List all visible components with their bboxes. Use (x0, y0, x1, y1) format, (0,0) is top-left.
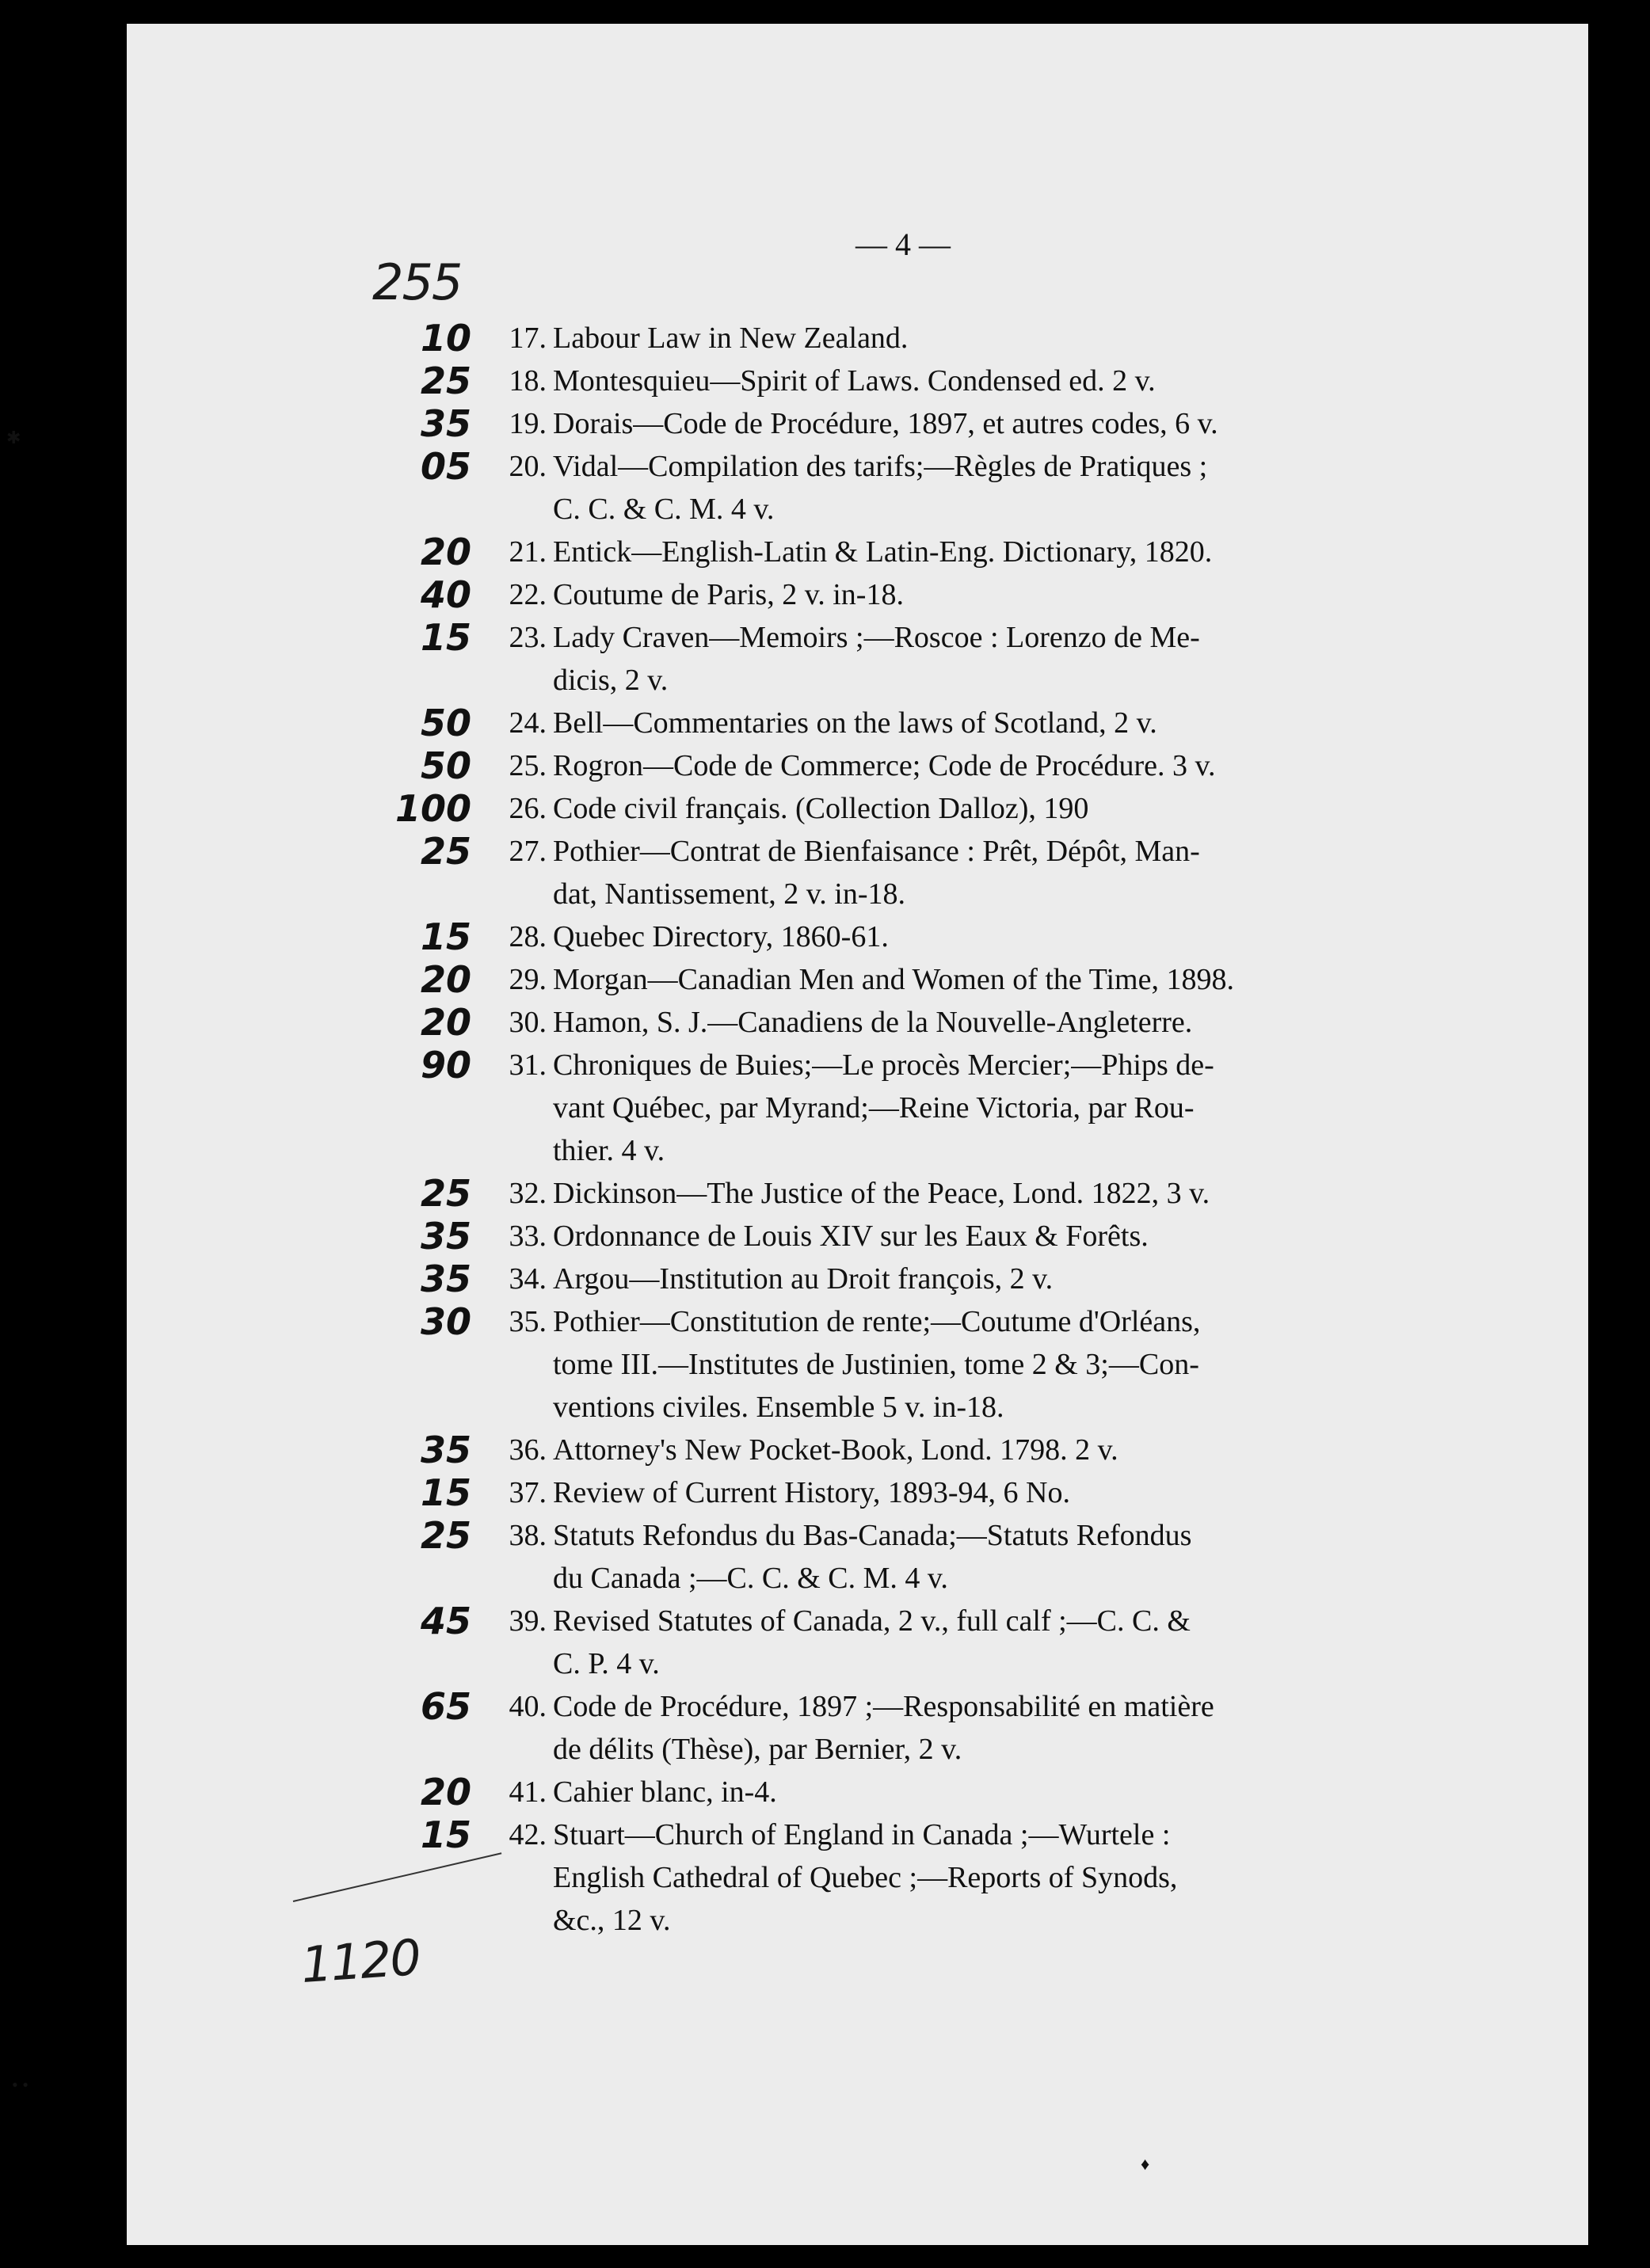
entry-number: 25. (509, 749, 547, 782)
entry-number: 17. (509, 322, 547, 355)
entry-text-continuation: dat, Nantissement, 2 v. in-18. (553, 877, 906, 911)
entry-text-continuation: vant Québec, par Myrand;—Reine Victoria, par Rou- (553, 1091, 1195, 1124)
entry-text-continuation: du Canada ;—C. C. & C. M. 4 v. (553, 1562, 948, 1595)
entry-text: Ordonnance de Louis XIV sur les Eaux & Forêts. (553, 1220, 1149, 1253)
entry-text-continuation: C. P. 4 v. (553, 1647, 660, 1680)
entry-number: 39. (509, 1604, 547, 1638)
entry-number: 28. (509, 920, 547, 953)
entry-number: 29. (509, 963, 547, 996)
entry-number: 20. (509, 450, 547, 483)
entry-number: 23. (509, 621, 547, 654)
handwritten-price: 35 (420, 1215, 471, 1258)
handwritten-price: 25 (420, 1172, 471, 1215)
handwritten-price: 20 (420, 531, 471, 573)
entry-text: Entick—English-Latin & Latin-Eng. Dictionary, 1820. (553, 535, 1213, 569)
entry-text: Chroniques de Buies;—Le procès Mercier;—Phips de- (553, 1048, 1214, 1082)
handwritten-price: 25 (420, 1514, 471, 1557)
handwritten-price: 35 (420, 402, 471, 445)
edge-speck: ♦ (1141, 2154, 1150, 2174)
entry-number: 19. (509, 407, 547, 440)
entry-text: Stuart—Church of England in Canada ;—Wurtele : (553, 1818, 1171, 1851)
entry-text: Quebec Directory, 1860-61. (553, 920, 889, 953)
entry-text: Review of Current History, 1893-94, 6 No. (553, 1476, 1070, 1509)
handwritten-price: 35 (420, 1429, 471, 1471)
entry-number: 34. (509, 1262, 547, 1296)
handwritten-price: 40 (420, 573, 471, 616)
entry-text-continuation: de délits (Thèse), par Bernier, 2 v. (553, 1733, 962, 1766)
entry-number: 40. (509, 1690, 547, 1723)
entry-text: Argou—Institution au Droit françois, 2 v. (553, 1262, 1054, 1296)
entry-text-continuation: &c., 12 v. (553, 1904, 671, 1937)
handwritten-price: 100 (394, 787, 471, 830)
handwritten-price: 20 (420, 1771, 471, 1813)
entry-text: Dickinson—The Justice of the Peace, Lond. 1822, 3 v. (553, 1177, 1210, 1210)
entry-number: 32. (509, 1177, 547, 1210)
entry-number: 33. (509, 1220, 547, 1253)
edge-speck: ✱ (6, 428, 21, 447)
handwritten-price: 45 (420, 1600, 471, 1642)
entry-number: 21. (509, 535, 547, 569)
handwritten-price: 05 (420, 445, 471, 488)
entry-number: 35. (509, 1305, 547, 1338)
entry-text: Pothier—Contrat de Bienfaisance : Prêt, Dépôt, Man- (553, 835, 1200, 868)
handwritten-price: 65 (420, 1685, 471, 1728)
handwritten-price: 15 (420, 1471, 471, 1514)
entry-text-continuation: thier. 4 v. (553, 1134, 665, 1167)
entry-number: 18. (509, 364, 547, 398)
entry-text: Hamon, S. J.—Canadiens de la Nouvelle-Angleterre. (553, 1006, 1193, 1039)
handwritten-running-total: 255 (372, 253, 462, 311)
entry-number: 24. (509, 706, 547, 740)
entry-text: Bell—Commentaries on the laws of Scotland, 2 v. (553, 706, 1157, 740)
entry-number: 41. (509, 1775, 547, 1809)
entry-text: Statuts Refondus du Bas-Canada;—Statuts Refondus (553, 1519, 1192, 1552)
entry-text: Dorais—Code de Procédure, 1897, et autres codes, 6 v. (553, 407, 1218, 440)
entry-text: Vidal—Compilation des tarifs;—Règles de Pratiques ; (553, 450, 1208, 483)
entry-text: Pothier—Constitution de rente;—Coutume d'Orléans, (553, 1305, 1201, 1338)
entry-text: Morgan—Canadian Men and Women of the Time, 1898. (553, 963, 1234, 996)
handwritten-price: 50 (420, 744, 471, 787)
entry-number: 38. (509, 1519, 547, 1552)
entry-text: Rogron—Code de Commerce; Code de Procédure. 3 v. (553, 749, 1216, 782)
handwritten-price: 15 (420, 915, 471, 958)
entry-number: 27. (509, 835, 547, 868)
entry-number: 36. (509, 1433, 547, 1467)
entry-text: Labour Law in New Zealand. (553, 322, 909, 355)
handwritten-price: 90 (420, 1044, 471, 1086)
entry-number: 31. (509, 1048, 547, 1082)
entry-text: Attorney's New Pocket-Book, Lond. 1798. 2 v. (553, 1433, 1118, 1467)
entry-text: Revised Statutes of Canada, 2 v., full calf ;—C. C. & (553, 1604, 1191, 1638)
entry-text: Cahier blanc, in-4. (553, 1775, 777, 1809)
entry-text-continuation: tome III.—Institutes de Justinien, tome 2 & 3;—Con- (553, 1348, 1199, 1381)
handwritten-price: 25 (420, 360, 471, 402)
entry-number: 22. (509, 578, 547, 611)
entry-text: Coutume de Paris, 2 v. in-18. (553, 578, 904, 611)
edge-speck: • • (12, 2075, 29, 2095)
handwritten-price: 15 (420, 616, 471, 659)
handwritten-price: 20 (420, 1001, 471, 1044)
entry-text: Montesquieu—Spirit of Laws. Condensed ed. 2 v. (553, 364, 1156, 398)
entry-number: 37. (509, 1476, 547, 1509)
entry-text: Code de Procédure, 1897 ;—Responsabilité en matière (553, 1690, 1214, 1723)
handwritten-price: 20 (420, 958, 471, 1001)
entry-text-continuation: English Cathedral of Quebec ;—Reports of Synods, (553, 1861, 1178, 1894)
entry-text-continuation: dicis, 2 v. (553, 664, 669, 697)
page-number: — 4 — (855, 226, 951, 262)
handwritten-price: 25 (420, 830, 471, 873)
handwritten-grand-total: 1120 (299, 1927, 422, 1995)
handwritten-price: 50 (420, 702, 471, 744)
entry-text-continuation: ventions civiles. Ensemble 5 v. in-18. (553, 1391, 1004, 1424)
entry-text: Code civil français. (Collection Dalloz), 190 (553, 792, 1089, 825)
handwritten-price: 30 (420, 1300, 471, 1343)
entry-text-continuation: C. C. & C. M. 4 v. (553, 493, 775, 526)
entry-text: Lady Craven—Memoirs ;—Roscoe : Lorenzo de Me- (553, 621, 1200, 654)
entry-number: 42. (509, 1818, 547, 1851)
entry-number: 30. (509, 1006, 547, 1039)
entry-number: 26. (509, 792, 547, 825)
handwritten-price: 15 (420, 1813, 471, 1856)
handwritten-price: 35 (420, 1258, 471, 1300)
handwritten-price: 10 (420, 317, 471, 360)
